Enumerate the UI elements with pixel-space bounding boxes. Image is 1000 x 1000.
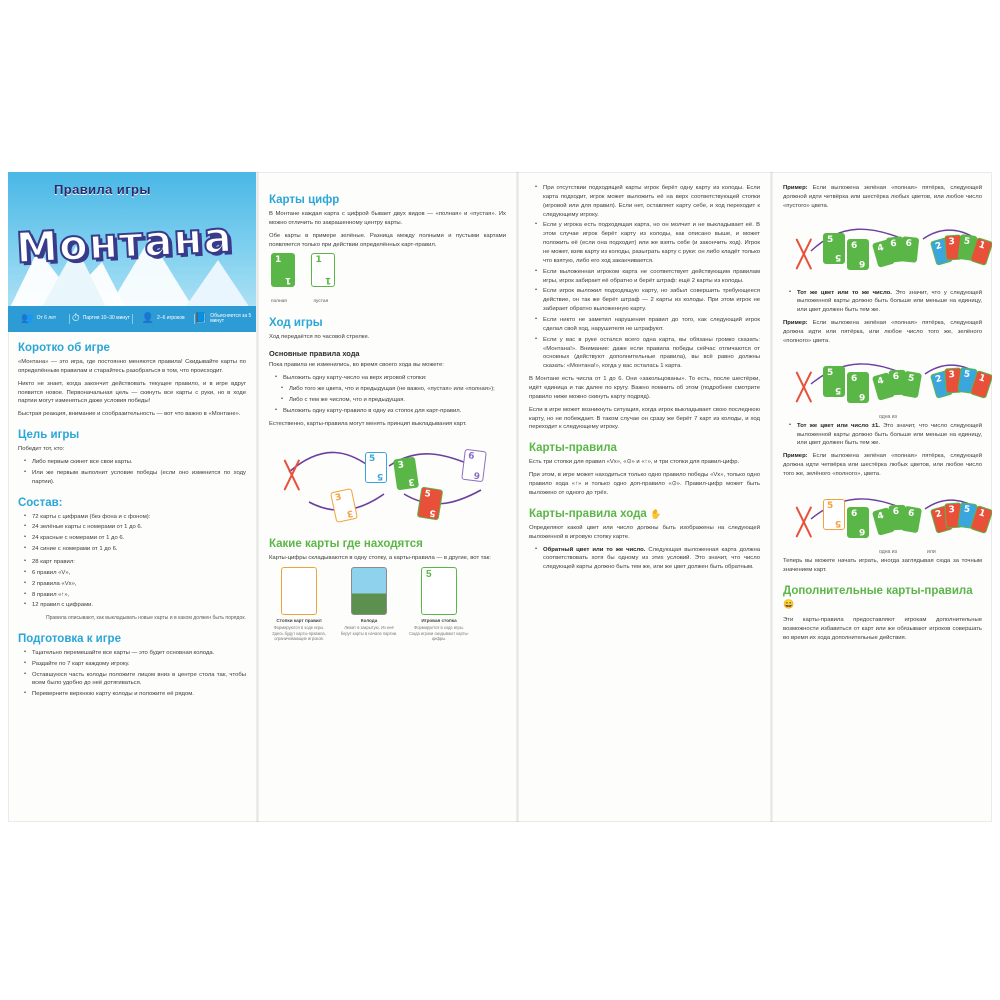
setup-list [18,649,246,699]
pile-deck-desc: Лежит в закрытую. Из неё берут карты в начале партии. [340,625,398,636]
card-value: 1 [325,275,332,286]
card-fan-green [875,235,935,291]
rules-leaflet [8,172,992,822]
fan-card: 3 [944,502,963,528]
card-blue-5: 5 5 [365,452,387,483]
turn-p2: Пока правила не изменились, во время своего хода вы можете: [269,362,444,369]
panel-number-cards [259,172,516,822]
panel-rules-cards [519,172,770,822]
badge-age-label: От 6 лет [36,315,57,322]
example-2 [783,319,982,346]
pile-rules [269,567,329,642]
badge-players [133,314,195,325]
rule-3-text: Это значит, что число следующей выложенной карты должно быть больше или меньше на единицу, или цвет должен быть тем же. [797,422,982,447]
extra-rules-title: Дополнительные карты-правила [783,584,973,597]
piles-diagram [269,567,506,642]
fan-card: 3 [944,234,963,260]
example-1-title: Пример: [783,185,808,191]
fan-card: 5 [957,367,977,394]
rule-cards-p1: Есть три стопки для правил «Vx», «⊙» и «↑», и три стопки для правил-цифр. [529,459,740,466]
number-cards-p2: Обе карты в примере зелёные. Разница между полными и пустыми картами появляется только при действии определённых карт-правил. [269,232,506,248]
about-p2: Никто не знает, когда закончит действовать текущее правило, и в игре вдруг появится новое. Первоначальная цель — скинуть все карты с руки, но в ходе партии могут изменяться даже условия победы! [18,380,246,405]
fan-card: 6 [889,369,907,395]
caption-empty: пустая [313,299,329,305]
cover-art [8,172,256,332]
pile-rules-label: Стопки карт правил [276,618,322,624]
list-item: • Или же первым выполнит условие победы (если оно изменится по ходу партии). [26,469,246,487]
turn-p3: Естественно, карты-правила могут менять принцип выкладывания карт. [269,420,467,427]
goal-list [18,458,246,487]
turn-rules-list [529,184,760,371]
list-item [791,289,982,316]
card-green-5: 5 5 [823,233,845,264]
panel-examples [773,172,992,822]
card-fan-mixed-3 [933,501,992,557]
fan-card: 3 [944,367,963,393]
where-cards-p1: Карты-цифры складываются в одну стопку, а карты-правила — в другие, вот так: [269,555,491,562]
example-3 [783,452,982,479]
label-one-of-3: одна из [879,548,897,555]
contents-note: Правила описывают, как выкладывать новые карты и в каком должен быть порядок. [45,615,246,622]
badge-players-label: 2–6 игроков [157,315,185,322]
fan-card: 4 [872,372,895,401]
pile-deck [339,567,399,642]
about-p3: Быстрая реакция, внимание и сообразительность — вот что важно в «Монтане». [18,411,241,418]
extra-rules-p1: Эти карты-правила предоставляют игрокам дополнительные возможности избавиться от карт или же обязывают игроков совершать во время их хода дополнительные действия. [783,617,982,641]
rule-2-text: Это значит, что у следующей выложенной карты должно быть больше или меньше на единицу, или цвет должен быть тем же. [797,289,982,314]
heading-contents: Состав: [18,496,63,509]
smile-icon: 😀 [783,599,795,610]
list-item: • Оставшуюся часть колоды положите лицом вниз в центре стола так, чтобы всем было удобно до неё дотягиваться. [26,671,246,689]
list-item: • Если никто не заметил нарушения правил до того, как следующий игрок сделал свой ход, нарушителя не штрафуют. [537,316,760,334]
heading-move-rule-cards [529,508,760,520]
list-item [791,422,982,449]
heading-extra-rules [783,585,982,613]
card-green-3: 3 3 [393,457,419,491]
move-rule-title: Карты-правила хода [529,507,647,520]
fan-card: 1 [970,370,992,399]
panel-cover [8,172,256,822]
example-3-text: Если выложена зелёная «полная» пятёрка, следующей должна идти четвёрка или шестёрка любых цветов, или любое число того же, зелёного «полного», цвета. [783,453,982,478]
subheading-basic-turn: Основные правила хода [269,349,360,359]
list-item: • Выложить одну карту-число на верх игровой стопки: [277,374,506,383]
move-rule-b1-text: Следующая выложенная карта должна соответствовать хотя бы одному из этих условий. Это значит, что число следующей карты должно быть тем же, или же цвет должен быть обратным. [543,546,760,571]
play-pile-icon: 5 [421,567,457,615]
learn-icon: 📘 [194,312,208,324]
card-orange-5: 5 5 [823,499,845,530]
label-or: или [927,548,936,555]
list-item: • Если у игрока есть подходящая карта, но он молчит и не выкладывает её. В этом случае игрок берёт карту из колоды, как описано выше, и может положить её (если она подходит) или же взять себе (и закончить ход). Игрок не может, взяв карту из колоды, разыграть карту с руки: он либо кладёт только что взятую, либо его ход заканчивается. [537,221,760,265]
list-item: • Либо с тем же числом, что и предыдущая. [283,396,506,405]
list-item: • Если у вас в руке остался всего одна карта, вы обязаны громко сказать: «Монтана!». Внимание: даже если правила победы сейчас отличаются от основных (действуют дополнительные правила), вы всё равно должны сказать: «Монтана!», когда у вас осталась 1 карта. [537,336,760,371]
move-rule-list [529,546,760,573]
fan-card: 4 [872,507,895,536]
number-cards-p1: В Монтане каждая карта с цифрой бывает двух видов — «полная» и «пустая». Их можно отличить по закрашенному центру карты. [269,211,506,226]
badge-time [70,314,132,325]
pile-rules-desc: Формируются в ходе игры. Здесь будут карты-правила, ограничивающие игроков. [272,625,326,642]
caption-full: полная [271,299,287,305]
forbidden-mark [791,237,817,271]
label-one-of: одна из [879,413,897,420]
pile-play [409,567,469,642]
age-icon: 👥 [21,312,34,324]
card-green-6: 6 6 [847,507,869,538]
last-card-note: Если в игре может возникнуть ситуация, когда игрок выкладывает свою последнюю карту, но не побеждает. В таком случае он сразу же берёт 7 карт из колоды, и ход переходит к следующему игроку. [529,406,760,431]
list-item: • Переверните верхнюю карту колоды и положите её рядом. [26,690,246,699]
fan-card: 5 [957,234,977,261]
fan-card: 6 [889,505,907,531]
list-item: • 24 синие с номерами от 1 до 6. [26,545,246,554]
cover-subtitle: Правила игры [54,182,151,197]
fan-card: 2 [930,505,953,534]
card-green-5: 5 5 [823,366,845,397]
card-full-green [271,253,295,287]
heading-goal: Цель игры [18,429,80,442]
game-logo: Монтана [14,212,234,273]
list-item: • Либо того же цвета, что и предыдущая (не важно, «пустая» или «полная»); [283,385,506,394]
fan-card: 1 [970,237,992,266]
pile-play-desc: Формируется в ходе игры. Сюда игроки скидывают карты-цифры. [409,625,469,642]
example-1-illustration [783,215,987,287]
rule-2-list [783,289,982,316]
contents-list [18,513,246,554]
move-rule-p1: Определяют какой цвет или число должны быть изображены на следующей выложенной в игровую стопку карте. [529,524,760,540]
example-1 [783,184,982,211]
fan-card: 5 [957,502,977,529]
fan-card: 6 [900,236,920,263]
move-rule-b1-title: Обратный цвет или то же число. [543,546,646,553]
card-red-5: 5 5 [417,487,444,521]
card-value: 1 [275,255,282,266]
list-item: • Тщательно перемешайте все карты — это будет основная колода. [26,649,246,658]
rule-3-title: Тот же цвет или число ±1. [797,422,880,429]
cover-badges [8,306,256,332]
card-value: 1 [284,275,291,286]
list-item: • Выложить одну карту-правило в одну из стопок для карт-правил. [277,407,506,416]
example-2-text: Если выложена зелёная «полная» пятёрка, следующей должна идти или пятёрка, или любое число того же, зелёного «полного» цвета. [783,320,982,344]
goal-lead: Победит тот, кто: [18,446,65,453]
pile-deck-label: Колода [360,618,378,624]
fan-card: 4 [872,239,895,268]
forbidden-mark [791,370,817,404]
rule-2-title: Тот же цвет или то же число. [797,289,892,296]
rule-pile-icon [281,567,317,615]
example-2-illustration [783,350,987,420]
fan-card: 6 [886,236,906,263]
list-item: • 24 зелёные карты с номерами от 1 до 6. [26,523,246,532]
list-item: • 24 красные с номерами от 1 до 6. [26,534,246,543]
forbidden-mark [279,458,305,492]
heading-where-cards: Какие карты где находятся [269,538,423,551]
players-icon: 👤 [141,312,155,324]
card-green-6: 6 6 [847,239,869,270]
card-fan-mixed-2 [933,366,992,422]
card-empty-green [311,253,335,287]
example-3-illustration [783,483,987,555]
list-item: • 28 карт правил: [26,558,246,567]
heading-number-cards: Карты цифр [269,194,340,206]
list-item: • 6 правил «V», [26,569,246,578]
badge-age [8,314,70,325]
about-p1: «Монтана» — это игра, где постоянно меняются правила! Скидывайте карты по определённым правилам и старайтесь разобраться в том, что происходит. [18,359,246,374]
list-item: • Раздайте по 7 карт каждому игроку. [26,660,246,669]
turn-list [269,374,506,415]
time-icon: ⏱ [71,312,80,324]
list-item: • Либо первым скинет все свои карты. [26,458,246,467]
pile-play-label: Игровая стопка [421,618,457,624]
loop-numbers: В Монтане есть числа от 1 до 6. Они «закольцованы». То есть, после шестёрки, идёт единица и так далее по кругу. Важно помнить об этом (подробнее смотрите правило ниже можно скинуть карту подряд). [529,376,760,400]
list-item [537,546,760,573]
fan-card: 6 [901,506,922,534]
heading-about: Коротко об игре [18,342,110,354]
fan-card: 2 [930,237,953,266]
list-item: • При отсутствии подходящей карты игрок берёт одну карту из колоды. Если карта подходит, игрок может выложить её на верх соответствующей стопки (игровой или для правил). Если нет, оставляет карту себе, и ход переходит к следующему игроку. [537,184,760,219]
example-3-title: Пример: [783,453,808,460]
list-item: • 72 карты с цифрами (без фона и с фоном): [26,513,246,522]
turn-illustration [269,432,506,528]
heading-turn: Ход игры [269,317,323,330]
turn-p1: Ход передаётся по часовой стрелке. [269,334,370,341]
example-2-title: Пример: [783,320,808,327]
list-item: • Если выложенная игроком карта не соответствует действующим правилам игры, игрок забирает её обратно и берёт штраф: ещё 2 карты из колоды. [537,268,760,286]
forbidden-mark [791,505,817,539]
hand-icon: ✋ [650,508,662,519]
list-item: • 12 правил с цифрами. [26,601,246,610]
rule-cards-p2: При этом, в игре может находиться только одно правило победы «Vx», только одно правило хода «↑» и только одно доп-правило «⊙». Правил-цифр может быть выложено от одного до трёх. [529,472,760,496]
card-captions [269,289,506,307]
card-value: 1 [315,255,322,266]
fan-card: 5 [901,370,922,398]
badge-learn [195,314,256,325]
list-item: • 8 правил «↑», [26,591,246,600]
list-item: • Если игрок выложил подходящую карту, но забыл совершить требующееся действие, он так же берёт штраф — 2 карты из колоды. При этом игрок не забирает обратно выложенную карту. [537,287,760,314]
fan-card: 2 [930,370,953,399]
card-example-row [271,253,506,287]
rule-3-list [783,422,982,449]
card-green-6: 6 6 [847,372,869,403]
heading-setup: Подготовка к игре [18,632,121,645]
heading-rule-cards: Карты-правила [529,442,617,455]
card-fan-mixed [933,233,992,289]
contents-list-rules [18,558,246,610]
card-purple-6: 6 6 [461,449,487,482]
badge-time-label: Партия 10–30 минут [82,315,130,322]
deck-icon [351,567,387,615]
outro-text: Теперь вы можете начать играть, иногда заглядывая сюда за точным значением карт. [783,557,982,573]
card-orange-3: 3 3 [330,489,358,524]
example-1-text: Если выложена зелёная «полная» пятёрка, следующей должной идти четвёрка или шестёрка любых цветов, или любое число «пустого» цвета. [783,185,982,209]
badge-learn-label: Объясняется за 5 минут [210,312,252,324]
fan-card: 1 [970,505,992,534]
list-item: • 2 правила «Vx», [26,580,246,589]
